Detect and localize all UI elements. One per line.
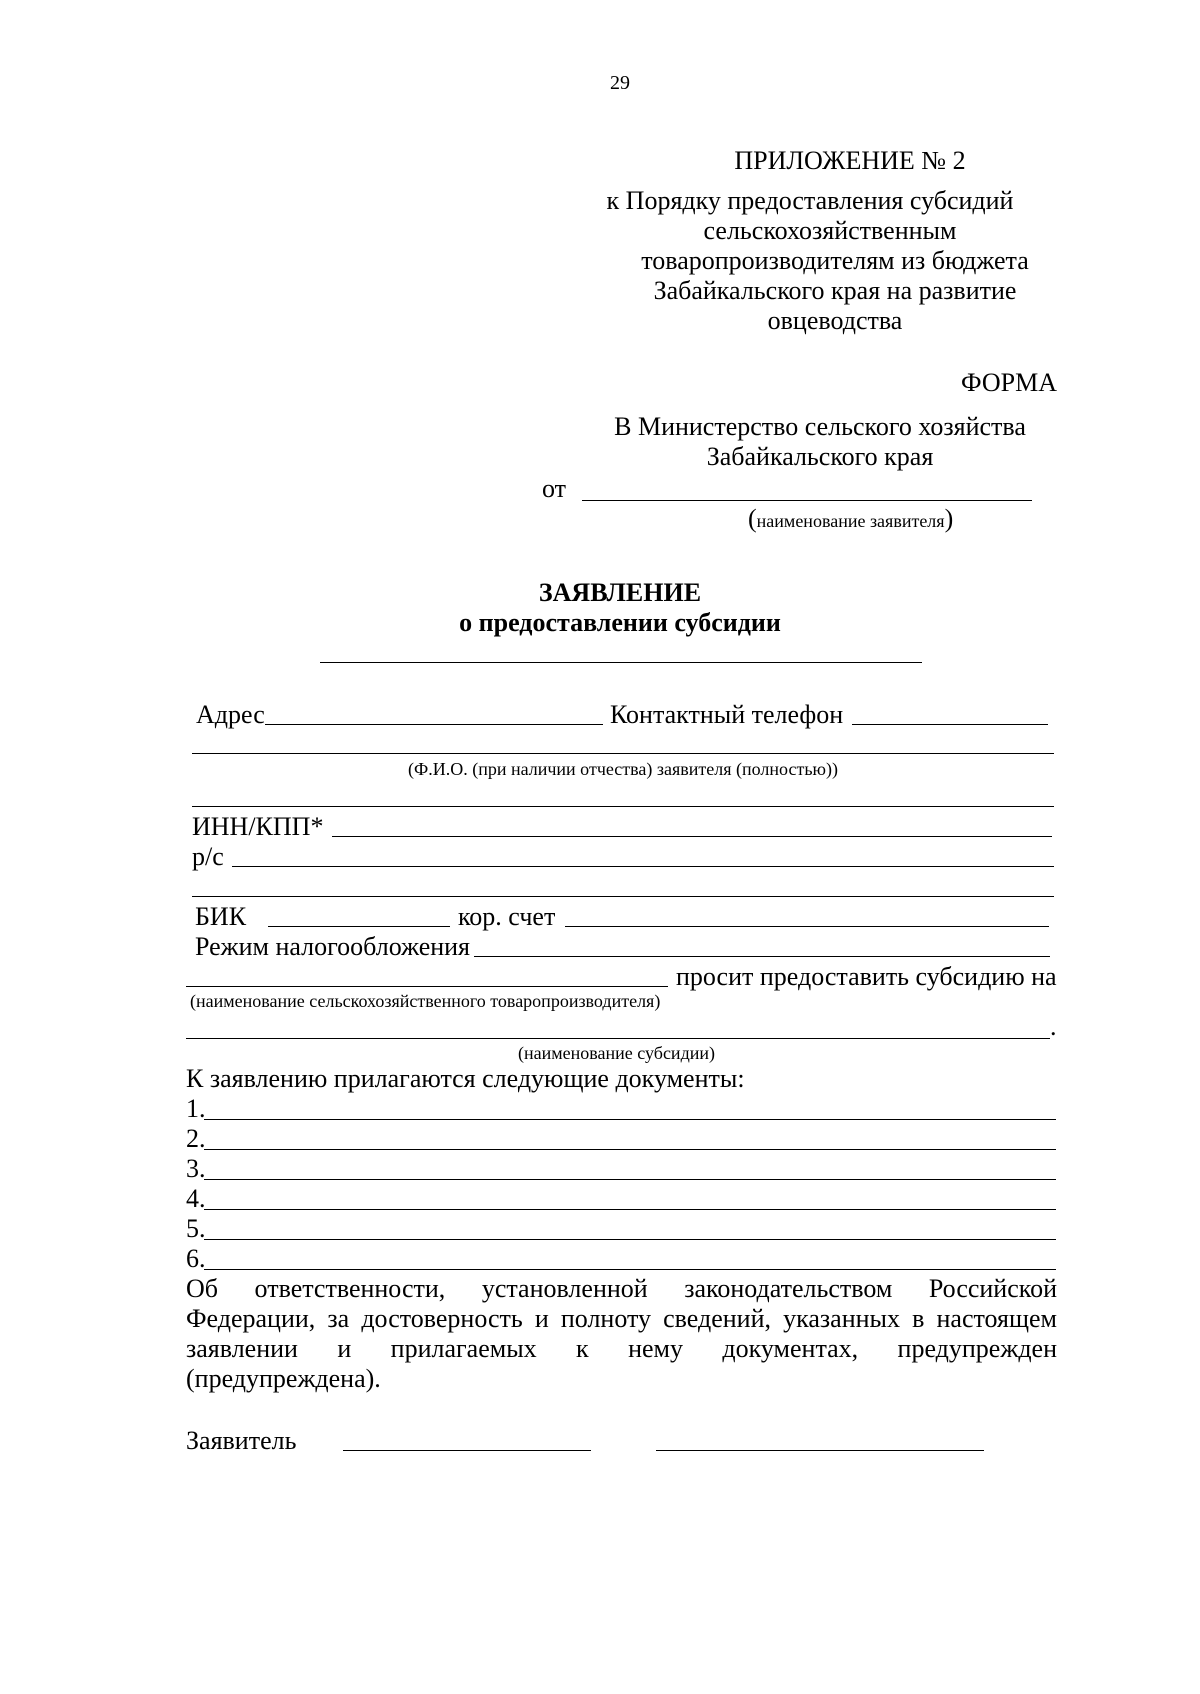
account-field-continuation[interactable] bbox=[192, 896, 1054, 897]
address-label: Адрес bbox=[196, 700, 265, 729]
page-number: 29 bbox=[610, 72, 630, 94]
appendix-line: сельскохозяйственным bbox=[703, 216, 957, 245]
bik-label: БИК bbox=[195, 902, 247, 931]
account-label: р/с bbox=[192, 842, 224, 871]
document-item-number: 3. bbox=[186, 1154, 206, 1183]
name-field[interactable] bbox=[656, 1450, 984, 1451]
appendix-line: к Порядку предоставления субсидий bbox=[606, 186, 1014, 215]
document-item-number: 6. bbox=[186, 1244, 206, 1273]
subsidy-field[interactable] bbox=[186, 1038, 1050, 1039]
appendix-line: Забайкальского края на развитие bbox=[653, 276, 1017, 305]
responsibility-line: заявлении и прилагаемых к нему документах, предупрежден bbox=[186, 1334, 1057, 1363]
document-field[interactable] bbox=[204, 1239, 1056, 1240]
responsibility-line: Об ответственности, установленной законодательством Российской bbox=[186, 1274, 1057, 1303]
subsidy-caption: (наименование субсидии) bbox=[518, 1043, 715, 1063]
period-mark: . bbox=[1050, 1012, 1057, 1041]
producer-field[interactable] bbox=[186, 986, 668, 987]
address-field[interactable] bbox=[265, 724, 603, 725]
phone-field[interactable] bbox=[852, 724, 1048, 725]
phone-label: Контактный телефон bbox=[610, 700, 844, 729]
form-label: ФОРМА bbox=[961, 368, 1057, 397]
bik-field[interactable] bbox=[268, 926, 450, 927]
document-item-number: 2. bbox=[186, 1124, 206, 1153]
responsibility-line: (предупреждена). bbox=[186, 1364, 381, 1393]
fio-caption: (Ф.И.О. (при наличии отчества) заявителя (полностью)) bbox=[408, 759, 838, 779]
document-subtitle: о предоставлении субсидии bbox=[459, 608, 781, 637]
from-caption: (наименование заявителя) bbox=[748, 504, 954, 533]
fio-field-continuation[interactable] bbox=[192, 806, 1054, 807]
responsibility-line: Федерации, за достоверность и полноту сведений, указанных в настоящем bbox=[186, 1304, 1057, 1333]
document-item-number: 1. bbox=[186, 1094, 206, 1123]
tax-regime-field[interactable] bbox=[474, 956, 1050, 957]
tax-regime-label: Режим налогообложения bbox=[195, 932, 471, 961]
document-title: ЗАЯВЛЕНИЕ bbox=[538, 578, 702, 607]
appendix-line: товаропроизводителям из бюджета bbox=[641, 246, 1029, 275]
document-item-number: 5. bbox=[186, 1214, 206, 1243]
appendix-line: овцеводства bbox=[767, 306, 903, 335]
signature-field[interactable] bbox=[343, 1450, 591, 1451]
applicant-label: Заявитель bbox=[186, 1426, 297, 1455]
appendix-title: ПРИЛОЖЕНИЕ № 2 bbox=[734, 146, 966, 175]
addressee-line: Забайкальского края bbox=[706, 442, 934, 471]
document-field[interactable] bbox=[204, 1209, 1056, 1210]
corr-account-label: кор. счет bbox=[458, 902, 556, 931]
separator-line bbox=[320, 662, 922, 663]
inn-field[interactable] bbox=[332, 836, 1052, 837]
from-label: от bbox=[542, 474, 567, 503]
documents-intro: К заявлению прилагаются следующие документы: bbox=[186, 1064, 745, 1093]
account-field[interactable] bbox=[232, 866, 1054, 867]
producer-caption: (наименование сельскохозяйственного товаропроизводителя) bbox=[190, 991, 661, 1011]
document-field[interactable] bbox=[204, 1179, 1056, 1180]
inn-label: ИНН/КПП* bbox=[192, 812, 324, 841]
document-field[interactable] bbox=[204, 1269, 1056, 1270]
document-field[interactable] bbox=[204, 1149, 1056, 1150]
document-item-number: 4. bbox=[186, 1184, 206, 1213]
from-field[interactable] bbox=[582, 500, 1032, 501]
fio-field[interactable] bbox=[192, 753, 1054, 754]
addressee-line: В Министерство сельского хозяйства bbox=[614, 412, 1026, 441]
corr-account-field[interactable] bbox=[565, 926, 1049, 927]
request-text: просит предоставить субсидию на bbox=[676, 962, 1057, 991]
document-field[interactable] bbox=[204, 1119, 1056, 1120]
